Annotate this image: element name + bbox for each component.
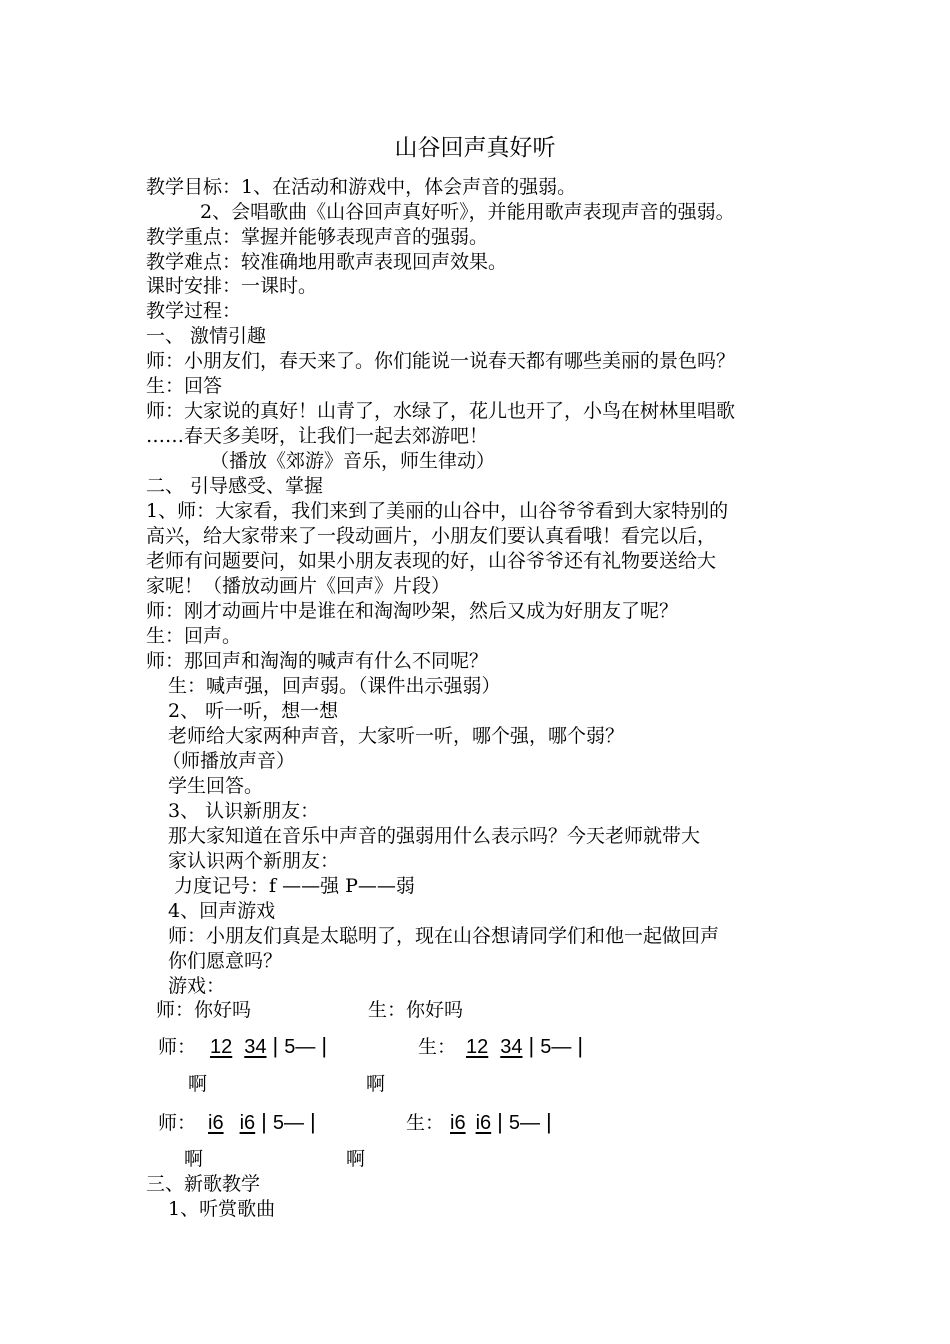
greeting-teacher: 师：你好吗 — [156, 999, 252, 1021]
text-line: ……春天多美呀，让我们一起去郊游吧！ — [146, 425, 489, 447]
bar-line: | — [310, 1109, 316, 1134]
notation-note: 12 — [210, 1036, 233, 1058]
bar-line: | — [497, 1109, 503, 1134]
dynamics-line: 力度记号：f ——强 P——弱 — [174, 875, 415, 897]
text-line: 游戏： — [168, 975, 226, 997]
text-line: 生：回答 — [146, 375, 223, 397]
notation-note: i6 — [475, 1112, 492, 1134]
notation-row-teacher-2 — [158, 1110, 322, 1135]
text-line: （师播放声音） — [162, 750, 296, 772]
text-line: 老师给大家两种声音，大家听一听，哪个强，哪个弱？ — [168, 725, 625, 747]
text-line: 那大家知道在音乐中声音的强弱用什么表示吗？今天老师就带大 — [168, 825, 701, 847]
notation-note: 34 — [244, 1036, 267, 1058]
text-line: 生：喊声强，回声弱。（课件出示强弱） — [168, 675, 501, 697]
text-line: 生：回声。 — [146, 625, 242, 647]
section-heading: 三、新歌教学 — [146, 1173, 261, 1195]
text-line: 2、会唱歌曲《山谷回声真好听》，并能用歌声表现声音的强弱。 — [200, 201, 735, 223]
text-line: 课时安排：一课时。 — [146, 275, 318, 297]
lyric: 啊 — [184, 1148, 204, 1170]
speaker-label: 生： — [406, 1112, 445, 1134]
text-line: 教学难点：较准确地用歌声表现回声效果。 — [146, 251, 508, 273]
lyric: 啊 — [366, 1073, 386, 1095]
bar-line: | — [577, 1033, 584, 1058]
subsection-heading: 4、回声游戏 — [168, 900, 276, 922]
subsection-heading: 2、 听一听，想一想 — [168, 700, 339, 722]
text-line: 家认识两个新朋友： — [168, 850, 340, 872]
notation-note: i6 — [239, 1112, 256, 1134]
bar-line: | — [546, 1109, 552, 1134]
text-line: 你们愿意吗？ — [168, 950, 283, 972]
notation-note: 5— — [540, 1036, 572, 1058]
notation-note: i6 — [208, 1112, 224, 1134]
notation-note: 5— — [284, 1036, 316, 1058]
text-line: 老师有问题要问，如果小朋友表现的好，山谷爷爷还有礼物要送给大 — [146, 550, 717, 572]
text-line: 师：小朋友们真是太聪明了，现在山谷想请同学们和他一起做回声 — [168, 925, 720, 947]
text-line: 教学目标：1、在活动和游戏中，体会声音的强弱。 — [146, 176, 577, 198]
text-line: 学生回答。 — [168, 775, 264, 797]
text-line: 教学重点：掌握并能够表现声音的强弱。 — [146, 226, 489, 248]
bar-line: | — [272, 1033, 279, 1058]
document-title: 山谷回声真好听 — [394, 135, 556, 161]
text-line: 师：那回声和淘淘的喊声有什么不同呢？ — [146, 650, 489, 672]
text-line: 教学过程： — [146, 300, 242, 322]
notation-note: 34 — [500, 1036, 523, 1058]
notation-note: 12 — [466, 1036, 489, 1058]
section-heading: 二、 引导感受、掌握 — [146, 475, 324, 497]
text-line: 高兴，给大家带来了一段动画片，小朋友们要认真看哦！看完以后， — [146, 525, 717, 547]
notation-row-student-1 — [418, 1034, 589, 1059]
text-line: 师：刚才动画片中是谁在和淘淘吵架，然后又成为好朋友了呢？ — [146, 600, 679, 622]
speaker-label: 师： — [158, 1036, 197, 1058]
speaker-label: 师： — [158, 1112, 197, 1134]
text-line: 家呢！（播放动画片《回声》片段） — [146, 575, 451, 597]
notation-note: 5— — [272, 1112, 305, 1134]
text-line: 师：小朋友们，春天来了。你们能说一说春天都有哪些美丽的景色吗？ — [146, 350, 736, 372]
text-line: 1、师：大家看，我们来到了美丽的山谷中，山谷爷爷看到大家特别的 — [146, 500, 729, 522]
bar-line: | — [321, 1033, 328, 1058]
subsection-heading: 3、 认识新朋友： — [168, 800, 320, 822]
bar-line: | — [261, 1109, 267, 1134]
notation-note: 5— — [508, 1112, 541, 1134]
notation-row-student-2 — [406, 1110, 558, 1135]
text-line: 师：大家说的真好！山青了，水绿了，花儿也开了，小鸟在树林里唱歌 — [146, 400, 736, 422]
text-line: （播放《郊游》音乐，师生律动） — [210, 450, 496, 472]
speaker-label: 生： — [418, 1036, 457, 1058]
lyric: 啊 — [188, 1073, 208, 1095]
subsection-heading: 1、听赏歌曲 — [168, 1198, 276, 1220]
greeting-student: 生：你好吗 — [368, 999, 464, 1021]
lyric: 啊 — [346, 1148, 366, 1170]
notation-note: i6 — [450, 1112, 466, 1134]
notation-row-teacher-1 — [158, 1034, 333, 1059]
bar-line: | — [528, 1033, 535, 1058]
section-heading: 一、 激情引趣 — [146, 325, 267, 347]
